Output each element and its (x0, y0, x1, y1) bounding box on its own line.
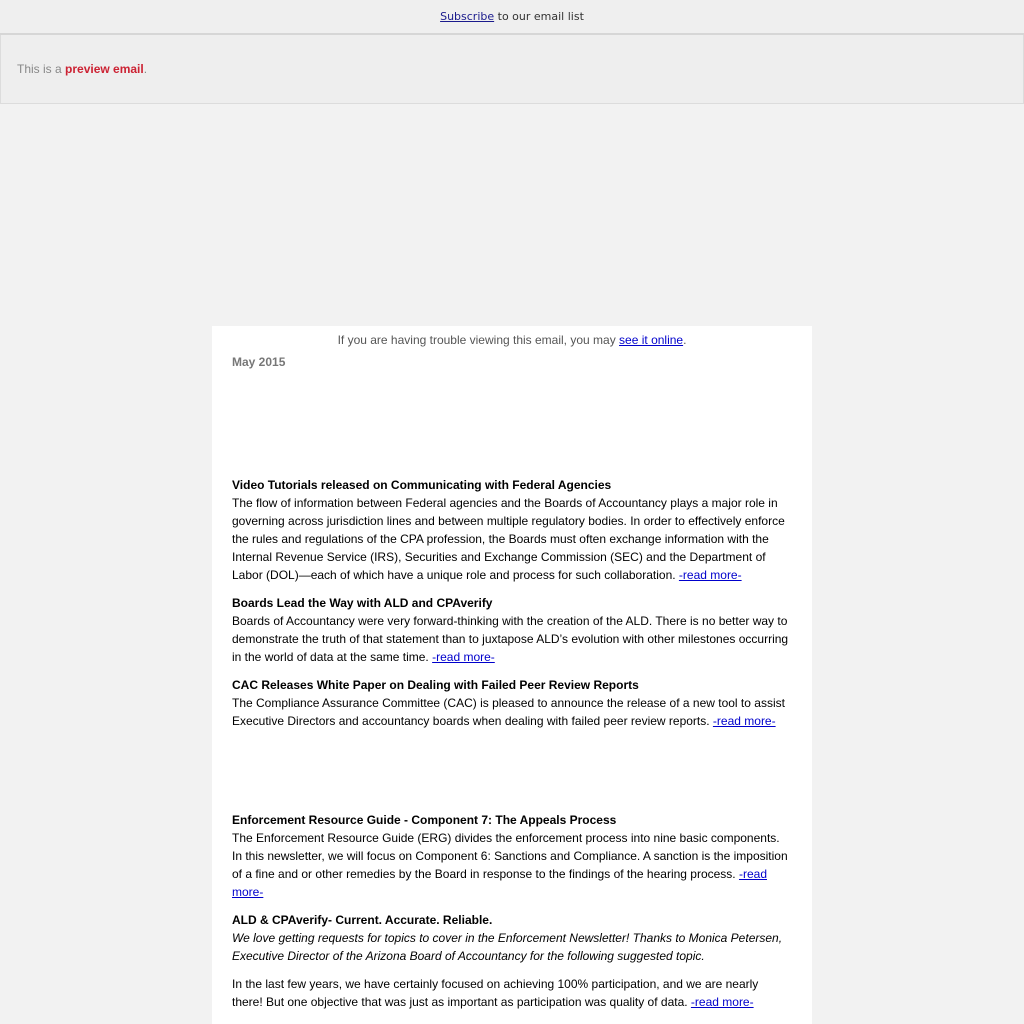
trouble-text: If you are having trouble viewing this email, you may (337, 333, 620, 347)
article-body: Boards of Accountancy were very forward-thinking with the creation of the ALD. There is no better way to demonstrate the truth of that statement than to juxtapose ALD’s evolution with other milestones occurring in the world of data at the same time. (232, 614, 789, 664)
subscribe-link[interactable]: Subscribe (440, 10, 495, 23)
subscribe-bar (0, 0, 1024, 35)
article-title: Video Tutorials released on Communicating with Federal Agencies (232, 478, 612, 492)
article (232, 676, 792, 730)
article (232, 594, 792, 666)
view-online-notice (232, 331, 792, 349)
preview-suffix: . (143, 62, 148, 76)
article-title: ALD & CPAverify- Current. Accurate. Reliable. (232, 913, 493, 927)
article (232, 476, 792, 584)
article-list (232, 476, 792, 1011)
article-body: In the last few years, we have certainly focused on achieving 100% participation, and we are nearly there! But one objective that was just as important as participation was quality of data. (232, 977, 759, 1009)
article (232, 911, 792, 1011)
trouble-end: . (683, 333, 687, 347)
article-title: Boards Lead the Way with ALD and CPAverify (232, 596, 493, 610)
article (232, 811, 792, 901)
article-body: The Compliance Assurance Committee (CAC) is pleased to announce the release of a new tool to assist Executive Directors and accountancy boards when dealing with failed peer review reports. (232, 696, 785, 728)
article-body: The Enforcement Resource Guide (ERG) divides the enforcement process into nine basic components. In this newsletter, we will focus on Component 6: Sanctions and Compliance. A sanction is the imposition of a fine and or other remedies by the Board in response to the findings of the hearing process. (232, 831, 788, 881)
article-body: The flow of information between Federal agencies and the Boards of Accountancy plays a major role in governing across jurisdiction lines and between multiple regulatory bodies. In order to effectively enforce the rules and regulations of the CPA profession, the Boards must often exchange information with the Internal Revenue Service (IRS), Securities and Exchange Commission (SEC) and the Department of Labor (DOL)—each of which have a unique role and process for such collaboration. (232, 496, 785, 582)
read-more-link[interactable]: -read more- (690, 995, 754, 1009)
article-intro: We love getting requests for topics to cover in the Enforcement Newsletter! Thanks to Monica Petersen, Executive Director of the Arizona Board of Accountancy for the following suggested topic. (232, 931, 783, 963)
email-body (212, 326, 812, 1024)
section-spacer (232, 740, 792, 811)
read-more-link[interactable]: -read more- (432, 650, 495, 664)
preview-prefix: This is a (17, 62, 66, 76)
article-title: Enforcement Resource Guide - Component 7: The Appeals Process (232, 813, 617, 827)
preview-highlight: preview email (65, 62, 144, 76)
preview-banner (0, 35, 1024, 104)
subscribe-text: to our email list (494, 10, 584, 23)
read-more-link[interactable]: -read more- (232, 867, 767, 899)
read-more-link[interactable]: -read more- (678, 568, 742, 582)
article-title: CAC Releases White Paper on Dealing with Failed Peer Review Reports (232, 678, 639, 692)
issue-date: May 2015 (232, 355, 286, 369)
see-online-link[interactable]: see it online (619, 333, 684, 347)
read-more-link[interactable]: -read more- (712, 714, 776, 728)
